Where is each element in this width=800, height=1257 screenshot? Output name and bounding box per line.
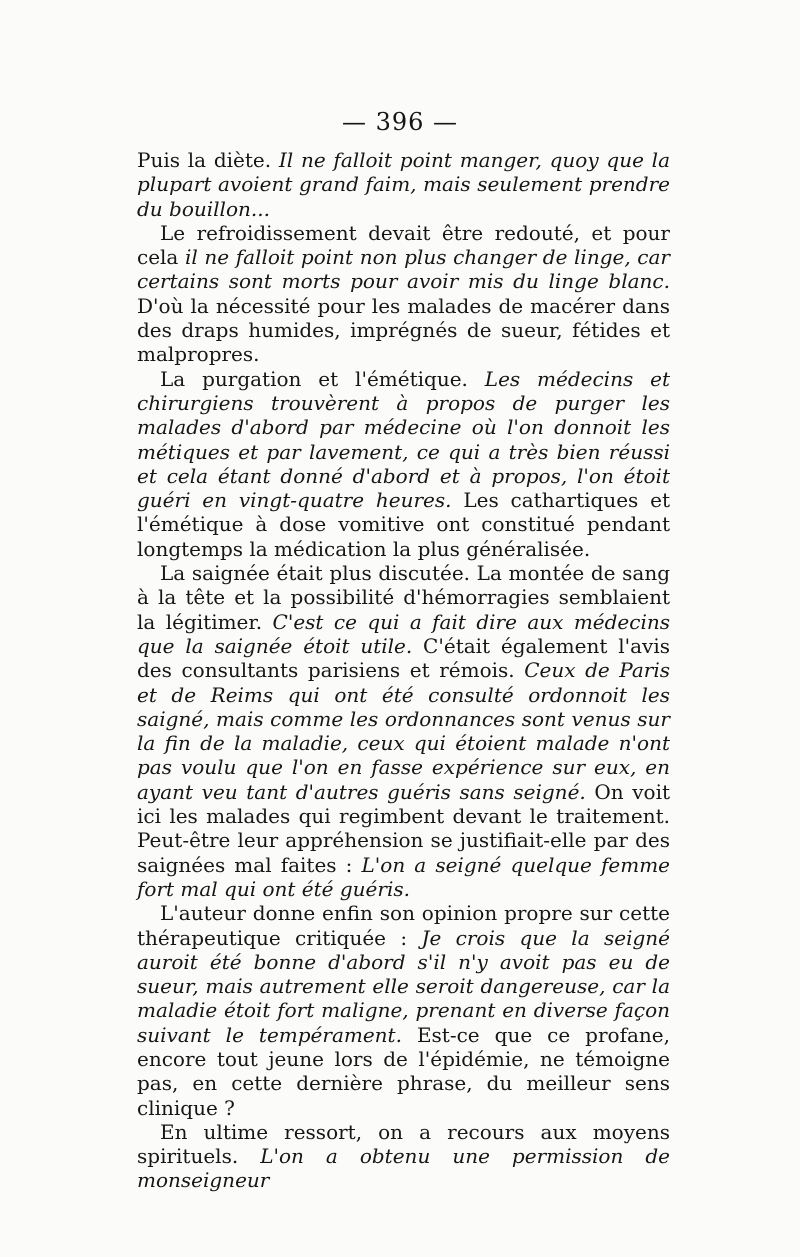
- quotation: C'est ce qui a fait dire aux médecins que la saignée étoit utile.: [137, 609, 670, 658]
- page-number: — 396 —: [341, 108, 459, 136]
- quotation: L'on a obtenu une permission de monseigneur: [137, 1144, 670, 1193]
- paragraph-saignee: [137, 561, 670, 901]
- text-run: Le refroidissement devait être redouté, et pour cela: [137, 220, 670, 270]
- quotation: Ceux de Paris et de Reims qui ont été consulté ordonnoit les saigné, mais comme les ordonnances sont venus sur la fin de la maladie, ceux qui étoient malade n'ont pas voulu que l'on en fasse expérience sur eux, en ayant veu tant d'autres guéris sans seigné.: [137, 658, 670, 804]
- paragraph-purgation: [137, 367, 670, 561]
- paragraph-opinion: [137, 901, 670, 1120]
- text-run: Puis la diète.: [137, 148, 279, 172]
- text-run: Est-ce que ce profane, encore tout jeune lors de l'épidémie, ne témoigne pas, en cette dernière phrase, du meilleur sens clinique ?: [137, 1022, 670, 1120]
- text-run: La purgation et l'émétique.: [160, 366, 485, 391]
- paragraph-refroidissement: [137, 221, 670, 367]
- paragraph-diet: [137, 148, 670, 221]
- quotation: Je crois que la seigné auroit été bonne d'abord s'il n'y avoit pas eu de sueur, mais autrement elle seroit dangereuse, car la maladie étoit fort maligne, prenant en diverse façon suivant le tempérament.: [137, 925, 670, 1047]
- quotation: L'on a seigné quelque femme fort mal qui ont été guéris.: [137, 852, 670, 901]
- text-run: On voit ici les malades qui regimbent devant le traitement. Peut-être leur appréhension se justifiait-elle par des saignées mal faites :: [137, 779, 670, 877]
- paragraph-moyens-spirituels: [137, 1120, 670, 1193]
- text-run: D'où la nécessité pour les malades de macérer dans des draps humides, imprégnés de sueur, fétides et malpropres.: [137, 293, 670, 367]
- text-run: C'était également l'avis des consultants parisiens et rémois.: [137, 633, 670, 683]
- quotation: Les médecins et chirurgiens trouvèrent à propos de purger les malades d'abord par médecine où l'on donnoit les métiques et par lavement, ce qui a très bien réussi et cela étant donné d'abord et à propos, l'on étoit guéri en vingt-quatre heures.: [137, 366, 670, 513]
- body-text: [137, 148, 670, 1193]
- quotation: Il ne falloit point manger, quoy que la plupart avoient grand faim, mais seulement prendre du bouillon...: [137, 148, 671, 221]
- quotation: il ne falloit point non plus changer de linge, car certains sont morts pour avoir mis du linge blanc.: [137, 245, 670, 294]
- text-run: Les cathartiques et l'émétique à dose vomitive ont constitué pendant longtemps la médication la plus généralisée.: [137, 488, 670, 561]
- text-run: La saignée était plus discutée. La montée de sang à la tête et la possibilité d'hémorragies semblaient la légitimer.: [137, 561, 670, 634]
- text-run: En ultime ressort, on a recours aux moyens spirituels.: [137, 1119, 670, 1169]
- text-run: L'auteur donne enfin son opinion propre sur cette thérapeutique critiquée :: [137, 901, 670, 950]
